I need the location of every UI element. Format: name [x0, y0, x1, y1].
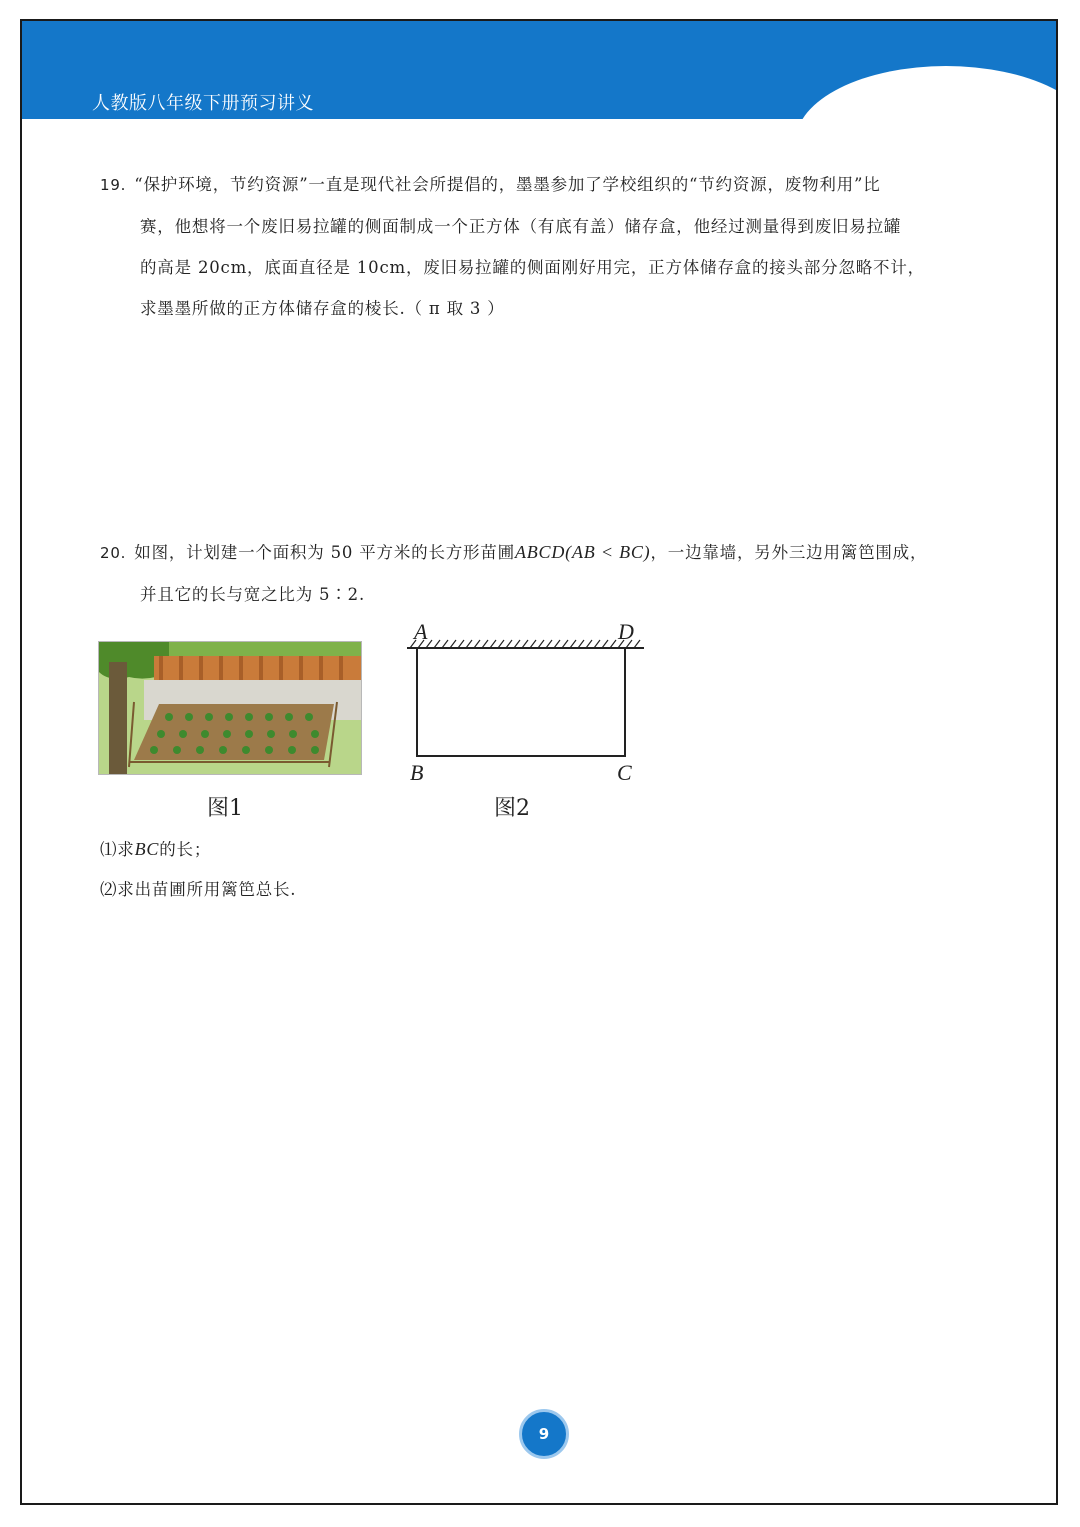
q20-line-2: 并且它的长与宽之比为 5∶2. [140, 585, 365, 604]
q19-line-4: 求墨墨所做的正方体储存盒的棱长.（ π 取 3 ） [140, 299, 505, 318]
q20-subquestion-1 [100, 836, 211, 860]
page-frame [20, 19, 1058, 1505]
q20-subquestion-2: ⑵求出苗圃所用篱笆总长. [100, 880, 297, 899]
figure-1-garden-illustration [98, 641, 362, 775]
q20-number: 20. [100, 544, 127, 562]
q19-line-3: 的高是 20cm，底面直径是 10cm，废旧易拉罐的侧面刚好用完，正方体储存盒的接头部分忽略不计， [140, 258, 925, 277]
q20-text-post: ，一边靠墙，另外三边用篱笆围成， [650, 543, 928, 562]
header-band [22, 21, 1056, 119]
q20-line-1 [100, 532, 1000, 574]
question-19 [100, 164, 1000, 329]
sub1-math-bc: BC [134, 839, 160, 859]
figure-2-caption: 图2 [494, 796, 530, 821]
q19-number: 19. [100, 176, 127, 194]
label-d: D [618, 619, 634, 644]
q19-line-1 [100, 164, 1000, 206]
figure-1-caption: 图1 [207, 796, 243, 821]
label-c: C [617, 760, 632, 785]
q19-line-2: 赛，他想将一个废旧易拉罐的侧面制成一个正方体（有底有盖）储存盒，他经过测量得到废旧易拉罐 [140, 217, 902, 236]
sub1-pre: ⑴求 [100, 840, 135, 859]
question-20 [100, 532, 1000, 615]
q19-text-1: “保护环境，节约资源”一直是现代社会所提倡的，墨墨参加了学校组织的“节约资源，废物利用”比 [134, 175, 881, 194]
figure-2-rectangle-diagram [402, 616, 652, 791]
q20-text-pre: 如图，计划建一个面积为 50 平方米的长方形苗圃 [134, 543, 515, 562]
label-b: B [410, 760, 424, 785]
sub1-post: 的长； [159, 840, 212, 859]
header-title: 人教版八年级下册预习讲义 [92, 93, 314, 114]
q20-math-abcd: ABCD(AB < BC) [514, 542, 651, 562]
rectangle-diagram-svg [402, 616, 652, 791]
page-number-badge: 9 [519, 1409, 569, 1459]
label-a: A [414, 619, 428, 644]
garden-illustration-svg [99, 642, 361, 774]
